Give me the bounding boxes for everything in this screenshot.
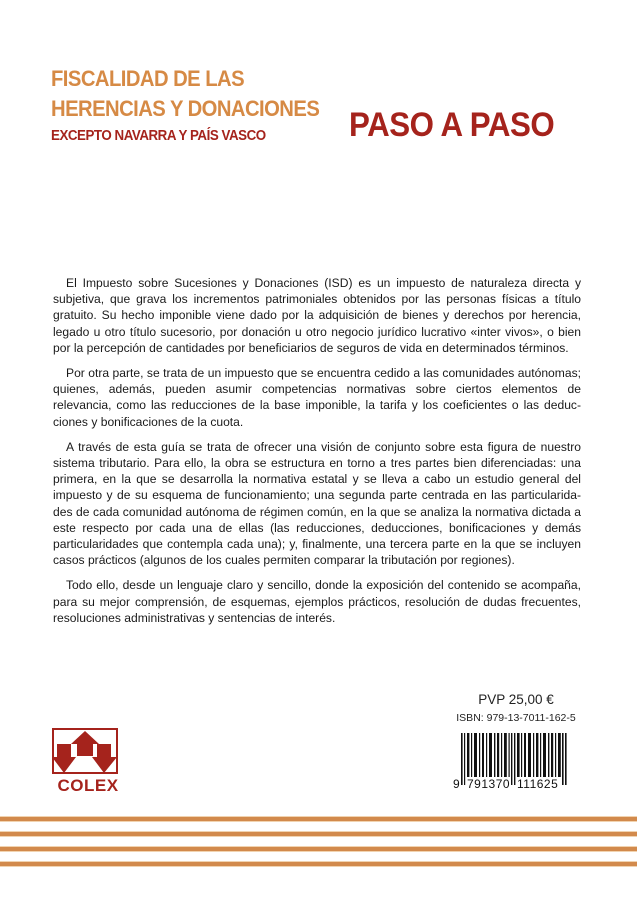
stripe <box>0 847 637 851</box>
publisher-name: COLEX <box>57 776 119 795</box>
colex-arrows-icon <box>52 728 122 780</box>
title-line-2: HERENCIAS Y DONACIONES <box>51 96 320 121</box>
stripe <box>0 862 637 866</box>
decorative-stripes <box>0 817 637 877</box>
barcode-digits-right: 111625 <box>517 777 559 791</box>
publisher-logo <box>52 728 124 803</box>
paragraph: El Impuesto sobre Sucesiones y Donaciones (ISD) es un impuesto de naturaleza directa y subjetiva, que grava los incrementos patrimoniales obtenidos por las personas físicas a título gratuito. Su hecho imponible viene dado por la adquisición de bienes y derechos por herencia, legado u otro título sucesorio, por donación u otro negocio jurídico lucrativo «inter vivos», o bien por la percepción de cantidades por beneficiarios de seguros de vida en determinados términos. <box>53 276 581 355</box>
paragraph: Por otra parte, se trata de un impuesto que se encuentra cedido a las comunidades autónomas; quienes, además, pueden asumir competencias normativas sobre ciertos elementos de relevancia, como las reducciones de la base imponible, la tarifa y los coeficientes o las deducciones y bonificaciones de la cuota. <box>53 366 581 429</box>
paragraph: A través de esta guía se trata de ofrecer una visión de conjunto sobre esta figura de nuestro sistema tributario. Para ello, la obra se estructura en torno a tres partes bien diferenciadas: una primera, en la que se desarrolla la normativa estatal y se lleva a cabo un estudio general del impuesto y de su esquema de funcionamiento; una segunda parte centrada en las particularidades de cada comunidad autónoma de régimen común, en la que se analiza la normativa dictada a este respecto por cada una de ellas (las reducciones, deducciones, bonificaciones y demás particularidades que contempla cada una); y, finalmente, una tercera parte en la que se incluyen casos prácticos (algunos de los cuales permiten comparar la tributación por regiones). <box>53 439 581 568</box>
series-title: PASO A PASO <box>349 106 555 144</box>
price-label: PVP 25,00 € <box>478 692 554 707</box>
title-line-1: FISCALIDAD DE LAS <box>51 66 245 91</box>
stripe <box>0 832 637 836</box>
stripe <box>0 817 637 821</box>
cover-title-block <box>51 64 343 145</box>
paragraph: Todo ello, desde un lenguaje claro y sencillo, donde la exposición del contenido se acompaña, para su mejor comprensión, de esquemas, ejemplos prácticos, resolución de dudas frecuentes, resoluciones administrativas y sentencias de interés. <box>53 578 581 625</box>
barcode-digit-prefix: 9 <box>453 777 460 791</box>
back-cover-description <box>53 275 581 635</box>
isbn-label: ISBN: 979-13-7011-162-5 <box>456 712 576 724</box>
subtitle: EXCEPTO NAVARRA Y PAÍS VASCO <box>51 128 266 144</box>
barcode <box>453 733 573 791</box>
barcode-digits-left: 791370 <box>467 777 511 791</box>
